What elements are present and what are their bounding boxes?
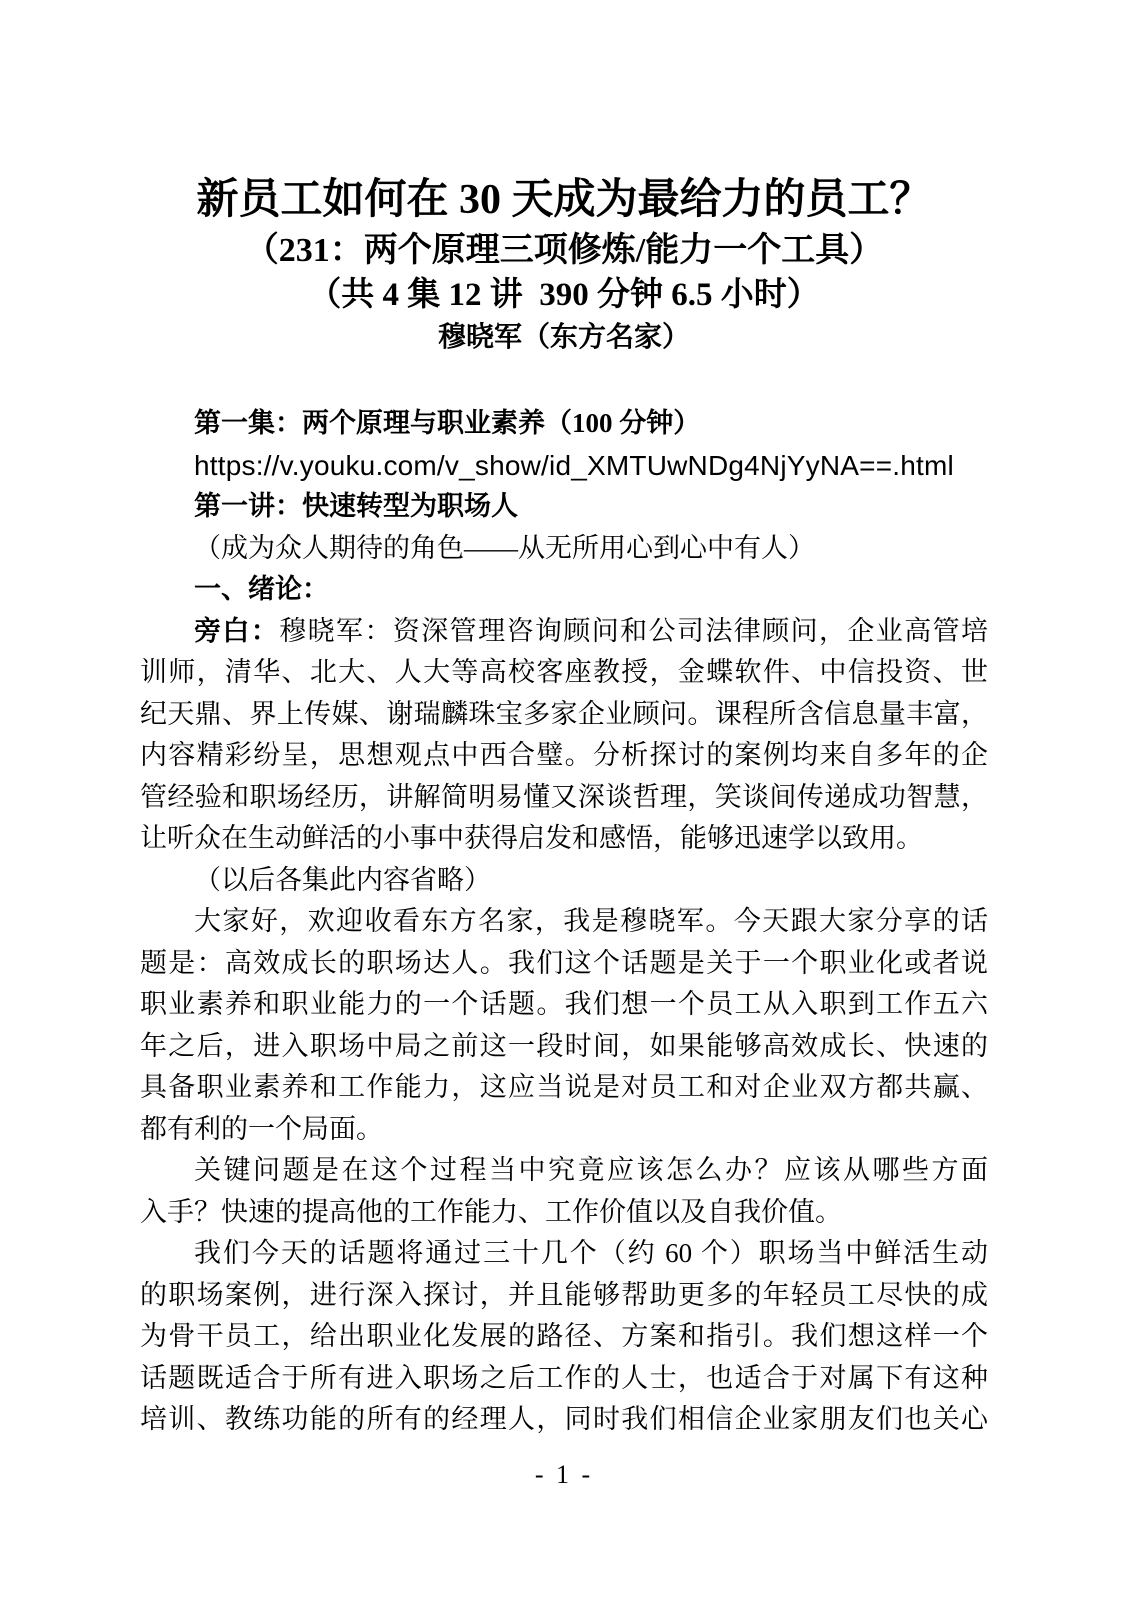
paragraph-line: 训师，清华、北大、人大等高校客座教授，金蝶软件、中信投资、世 (140, 657, 988, 687)
paragraph-line: 的职场案例，进行深入探讨，并且能够帮助更多的年轻员工尽快的成 (140, 1279, 988, 1310)
paragraph-line: 都有利的一个局面。 (140, 1113, 383, 1144)
paragraph-line: 管经验和职场经历，讲解简明易懂又深谈哲理，笑谈间传递成功智慧， (140, 781, 988, 812)
paragraph-line: 内容精彩纷呈，思想观点中西合璧。分析探讨的案例均来自多年的企 (140, 740, 988, 770)
omission-note: （以后各集此内容省略） (194, 864, 491, 895)
narration-label: 旁白： (194, 615, 280, 646)
paragraph-line: 我们今天的话题将通过三十几个（约 60 个）职场当中鲜活生动 (194, 1238, 988, 1268)
section-heading: 一、绪论： (194, 574, 329, 604)
page-number: - 1 - (534, 1460, 594, 1489)
title-block (140, 172, 988, 359)
video-url-link[interactable]: https://v.youku.com/v_show/id_XMTUwNDg4NjYyNA==.html (194, 449, 954, 481)
paragraph-line: 职业素养和职业能力的一个话题。我们想一个员工从入职到工作五六 (140, 989, 988, 1019)
paragraph-line: 入手？快速的提高他的工作能力、工作价值以及自我价值。 (140, 1196, 842, 1227)
paragraph-line: 年之后，进入职场中局之前这一段时间，如果能够高效成长、快速的 (140, 1030, 988, 1061)
document-body (140, 403, 988, 1441)
lecture-heading: 第一讲：快速转型为职场人 (194, 491, 518, 521)
duration-subtitle: （共 4 集 12 讲 390 分钟 6.5 小时） (308, 277, 820, 313)
paragraph-line: 关键问题是在这个过程当中究竟应该怎么办？应该从哪些方面 (194, 1155, 988, 1185)
paragraph-topic-intro (140, 1233, 988, 1441)
paragraph-line: 题是：高效成长的职场达人。我们这个话题是关于一个职业化或者说 (140, 947, 988, 978)
author-line: 穆晓军（东方名家） (437, 322, 690, 353)
paragraph-line: 纪天鼎、界上传媒、谢瑞麟珠宝多家企业顾问。课程所含信息量丰富， (140, 698, 988, 729)
lecture-subtitle: （成为众人期待的角色——从无所用心到心中有人） (194, 532, 815, 563)
paragraph-line-text: 穆晓军：资深管理咨询顾问和公司法律顾问，企业高管培 (279, 615, 989, 646)
paragraph-line (140, 611, 988, 653)
page-title: 新员工如何在 30 天成为最给力的员工？ (196, 177, 932, 223)
paragraph-line: 让听众在生动鲜活的小事中获得启发和感悟，能够迅速学以致用。 (140, 823, 923, 853)
paragraph-line: 话题既适合于所有进入职场之后工作的人士，也适合于对属下有这种 (140, 1362, 988, 1393)
paragraph-narration (140, 611, 988, 860)
paragraph-line: 为骨干员工，给出职业化发展的路径、方案和指引。我们想这样一个 (140, 1321, 988, 1351)
paragraph-line: 培训、教练功能的所有的经理人，同时我们相信企业家朋友们也关心 (140, 1404, 988, 1434)
paragraph-greeting (140, 901, 988, 1150)
course-code-subtitle: （231：两个原理三项修炼/能力一个工具） (244, 232, 884, 269)
paragraph-line: 大家好，欢迎收看东方名家，我是穆晓军。今天跟大家分享的话 (194, 906, 988, 936)
paragraph-key-question (140, 1150, 988, 1233)
episode-heading: 第一集：两个原理与职业素养（100 分钟） (194, 408, 701, 438)
paragraph-line: 具备职业素养和工作能力，这应当说是对员工和对企业双方都共赢、 (140, 1072, 988, 1102)
